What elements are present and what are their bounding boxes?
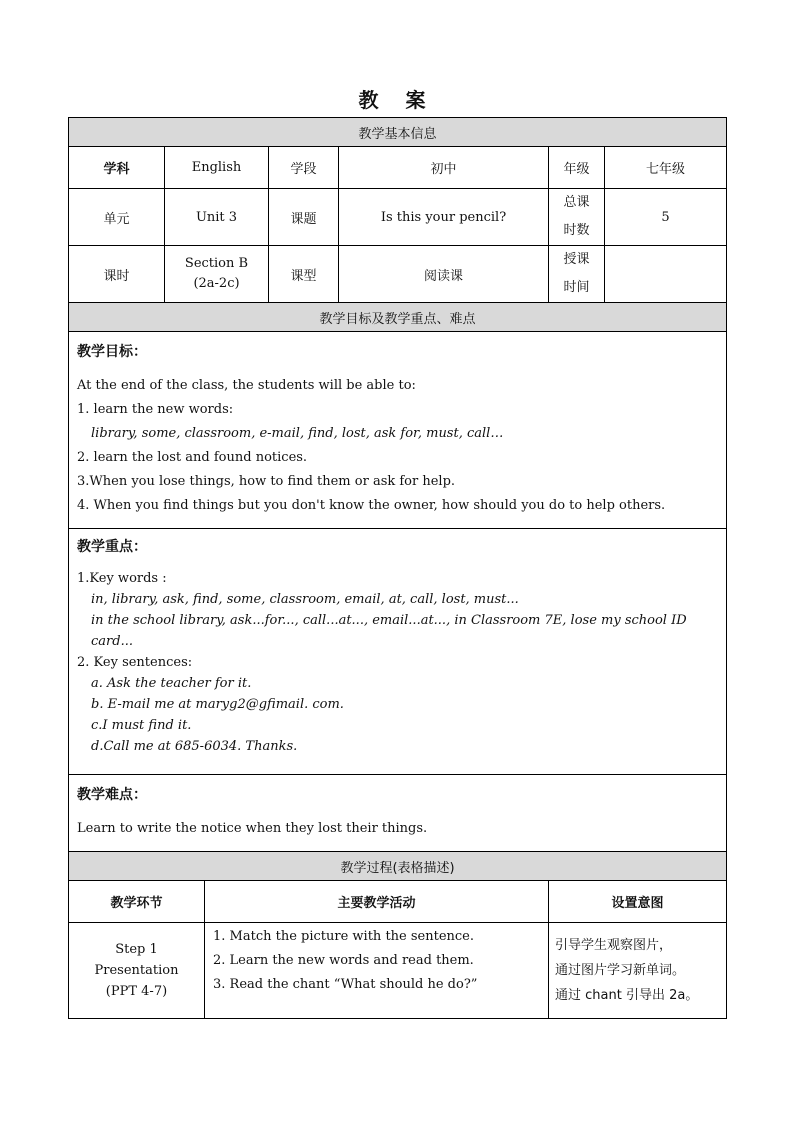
key-point-line: a. Ask the teacher for it. <box>91 676 252 691</box>
subject-label: 学科 <box>69 147 165 189</box>
column-header-step: 教学环节 <box>69 881 205 923</box>
activity-line: 2. Learn the new words and read them. <box>213 953 474 968</box>
difficulty-heading: 教学难点： <box>77 787 147 803</box>
intent-line: 引导学生观察图片， <box>555 938 673 953</box>
teach-time-label-line1: 授课 <box>563 252 590 267</box>
difficulty-line: Learn to write the notice when they lost their things. <box>77 821 428 836</box>
step-name: Presentation <box>94 963 179 978</box>
objective-line: 3.When you lose things, how to find them or ask for help. <box>77 474 456 489</box>
step-cell <box>69 923 205 1019</box>
period-value-line2: (2a-2c) <box>193 276 240 291</box>
objectives-block <box>69 332 727 529</box>
teach-time-value <box>605 246 727 303</box>
key-point-line: b. E-mail me at maryg2@gfimail. com. <box>91 697 344 712</box>
key-points-block <box>69 529 727 775</box>
key-point-line: in, library, ask, find, some, classroom, email, at, call, lost, must... <box>91 592 519 607</box>
type-label: 课型 <box>269 246 339 303</box>
total-hours-label-line2: 时数 <box>563 223 590 238</box>
grade-label: 年级 <box>549 147 605 189</box>
key-point-line: card... <box>91 634 133 649</box>
step-title: Step 1 <box>115 942 158 957</box>
period-value <box>165 246 269 303</box>
activity-line: 1. Match the picture with the sentence. <box>213 929 474 944</box>
objective-line: At the end of the class, the students will be able to: <box>77 378 416 393</box>
objective-line: 4. When you find things but you don't know the owner, how should you do to help others. <box>77 498 666 513</box>
unit-value: Unit 3 <box>165 189 269 246</box>
intent-line: 通过 chant 引导出 2a。 <box>555 988 699 1003</box>
total-hours-label-line1: 总课 <box>563 195 590 210</box>
difficulty-block <box>69 775 727 852</box>
key-points-heading: 教学重点： <box>77 539 147 555</box>
grade-value: 七年级 <box>605 147 727 189</box>
stage-label: 学段 <box>269 147 339 189</box>
topic-label: 课题 <box>269 189 339 246</box>
period-value-line1: Section B <box>184 256 249 271</box>
column-header-intent: 设置意图 <box>549 881 727 923</box>
section-header-goals: 教学目标及教学重点、难点 <box>69 303 727 332</box>
step-ppt: (PPT 4-7) <box>105 984 168 999</box>
activity-cell <box>205 923 549 1019</box>
teach-time-label-line2: 时间 <box>563 280 590 295</box>
key-point-line: 1.Key words : <box>77 571 167 586</box>
total-hours-value: 5 <box>605 189 727 246</box>
lesson-plan-table <box>68 117 727 1019</box>
type-value: 阅读课 <box>339 246 549 303</box>
subject-value: English <box>165 147 269 189</box>
activity-line: 3. Read the chant “What should he do?” <box>213 977 478 992</box>
key-point-line: in the school library, ask...for..., call...at..., email...at..., in Classroom 7E, lose my school ID <box>91 613 687 628</box>
objective-line: library, some, classroom, e-mail, find, lost, ask for, must, call… <box>91 426 504 441</box>
key-point-line: 2. Key sentences: <box>77 655 193 670</box>
section-header-basic: 教学基本信息 <box>69 118 727 147</box>
column-header-activity: 主要教学活动 <box>205 881 549 923</box>
stage-value: 初中 <box>339 147 549 189</box>
intent-line: 通过图片学习新单词。 <box>555 963 686 978</box>
period-label: 课时 <box>69 246 165 303</box>
objective-line: 1. learn the new words: <box>77 402 234 417</box>
page-title: 教 案 <box>358 88 436 112</box>
table-row <box>69 923 727 1019</box>
intent-cell <box>549 923 727 1019</box>
key-point-line: d.Call me at 685-6034. Thanks. <box>91 739 298 754</box>
teach-time-label <box>549 246 605 303</box>
unit-label: 单元 <box>69 189 165 246</box>
topic-value: Is this your pencil? <box>339 189 549 246</box>
objective-line: 2. learn the lost and found notices. <box>77 450 308 465</box>
total-hours-label <box>549 189 605 246</box>
key-point-line: c.I must find it. <box>91 718 192 733</box>
objectives-heading: 教学目标： <box>77 344 147 360</box>
section-header-process: 教学过程(表格描述) <box>69 852 727 881</box>
